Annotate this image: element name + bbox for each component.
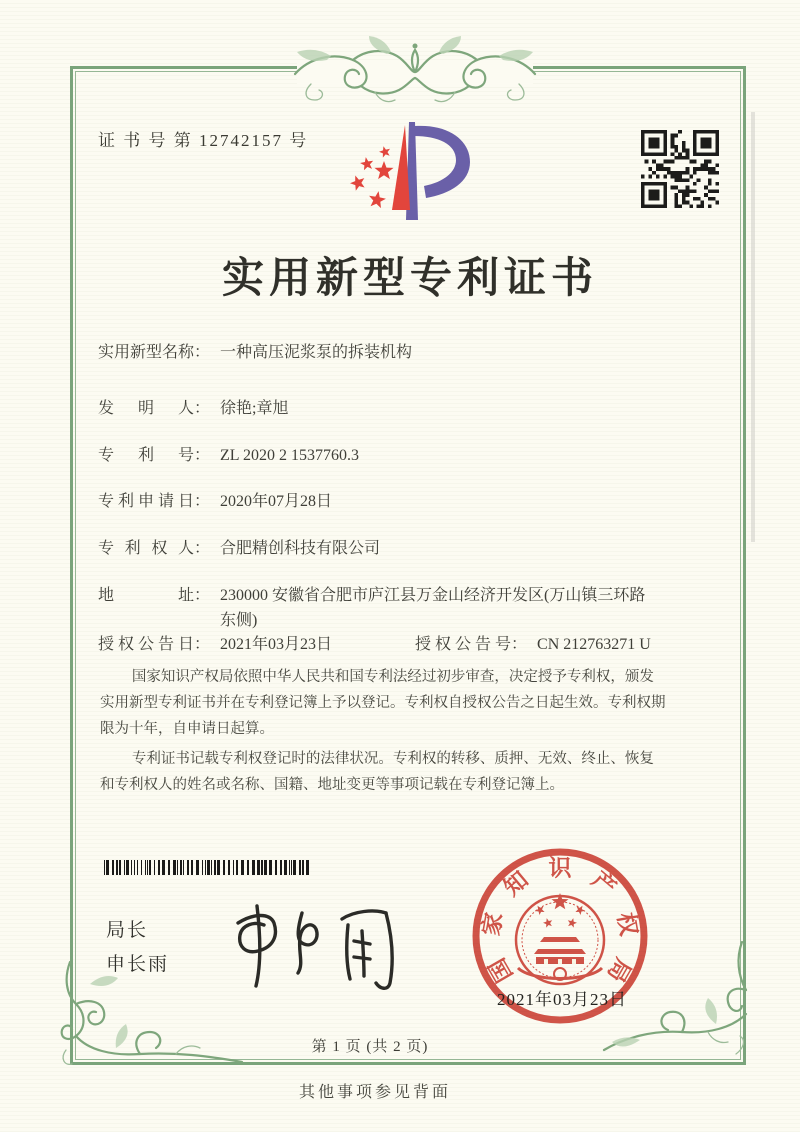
field-colon: ：	[194, 447, 211, 464]
legal-text-block	[100, 664, 666, 802]
certificate-number: 证 书 号 第 12742157 号	[98, 131, 309, 150]
field-value-invention-name: 一种高压泥浆泵的拆装机构	[220, 344, 413, 361]
svg-text:家: 家	[478, 910, 508, 938]
field-label: 地址	[98, 587, 194, 604]
field-label: 专利权人	[98, 540, 194, 557]
field-label: 专利申请日	[98, 493, 194, 510]
scan-paper-edge	[751, 112, 755, 542]
field-value-filing-date: 2020年07月28日	[220, 493, 333, 510]
commissioner-block	[106, 914, 169, 982]
field-label: 授权公告日	[98, 636, 194, 653]
field-value-patentee: 合肥精创科技有限公司	[220, 540, 381, 557]
field-row-patentee	[98, 536, 698, 561]
field-colon: ：	[194, 493, 211, 510]
page-number: 第 1 页 (共 2 页)	[311, 1039, 429, 1055]
field-row-patent-number	[98, 443, 698, 468]
commissioner-name: 申长雨	[106, 954, 170, 975]
seal-date: 2021年03月23日	[497, 990, 627, 1009]
field-colon: ：	[511, 636, 528, 653]
field-value-address: 230000 安徽省合肥市庐江县万金山经济开发区(万山镇三环路东侧)	[220, 587, 646, 629]
field-colon: ：	[194, 540, 211, 557]
field-row-inventor	[98, 396, 698, 421]
back-side-note: 其他事项参见背面	[298, 1084, 451, 1101]
svg-text:产: 产	[586, 866, 621, 901]
field-row-filing-date	[98, 489, 698, 514]
top-scrollwork-ornament-icon	[275, 28, 555, 112]
grant-number-pair	[415, 632, 651, 657]
field-value-grant-date: 2021年03月23日	[220, 636, 333, 653]
commissioner-signature	[212, 886, 412, 996]
field-colon: ：	[194, 400, 211, 417]
field-label: 专利号	[98, 447, 194, 464]
field-label: 实用新型名称	[98, 344, 195, 361]
field-value-inventor: 徐艳;章旭	[220, 400, 289, 417]
field-value-grant-number: CN 212763271 U	[537, 636, 651, 653]
field-row-address	[98, 583, 698, 633]
field-colon: ：	[194, 344, 211, 361]
svg-text:知: 知	[499, 866, 534, 901]
field-label: 授权公告号	[415, 636, 511, 653]
qr-code	[641, 130, 719, 208]
field-value-patent-number: ZL 2020 2 1537760.3	[220, 447, 359, 464]
legal-paragraph-2: 专利证书记载专利权登记时的法律状况。专利权的转移、质押、无效、终止、恢复和专利权人的姓名或名称、国籍、地址变更等事项记载在专利登记簿上。	[100, 751, 654, 793]
barcode	[104, 860, 310, 876]
emblem-stars	[535, 893, 585, 928]
field-row-grant	[98, 632, 698, 657]
legal-paragraph-1: 国家知识产权局依照中华人民共和国专利法经过初步审查，决定授予专利权，颁发实用新型专利证书并在专利登记簿上予以登记。专利权自授权公告之日起生效。专利权期限为十年，自申请日起算。	[100, 669, 666, 737]
svg-text:权: 权	[612, 910, 642, 938]
svg-text:局: 局	[602, 953, 636, 987]
svg-text:国: 国	[484, 953, 518, 987]
cnipa-logo-icon	[348, 114, 478, 229]
logo-stars	[350, 146, 394, 208]
field-label: 发明人	[98, 400, 194, 417]
national-emblem-icon	[516, 893, 604, 984]
commissioner-title: 局长	[106, 920, 149, 941]
svg-text:识: 识	[548, 855, 572, 881]
certificate-title: 实用新型专利证书	[221, 256, 598, 302]
field-colon: ：	[194, 636, 211, 653]
field-colon: ：	[194, 587, 211, 604]
field-row-invention-name	[98, 340, 698, 365]
